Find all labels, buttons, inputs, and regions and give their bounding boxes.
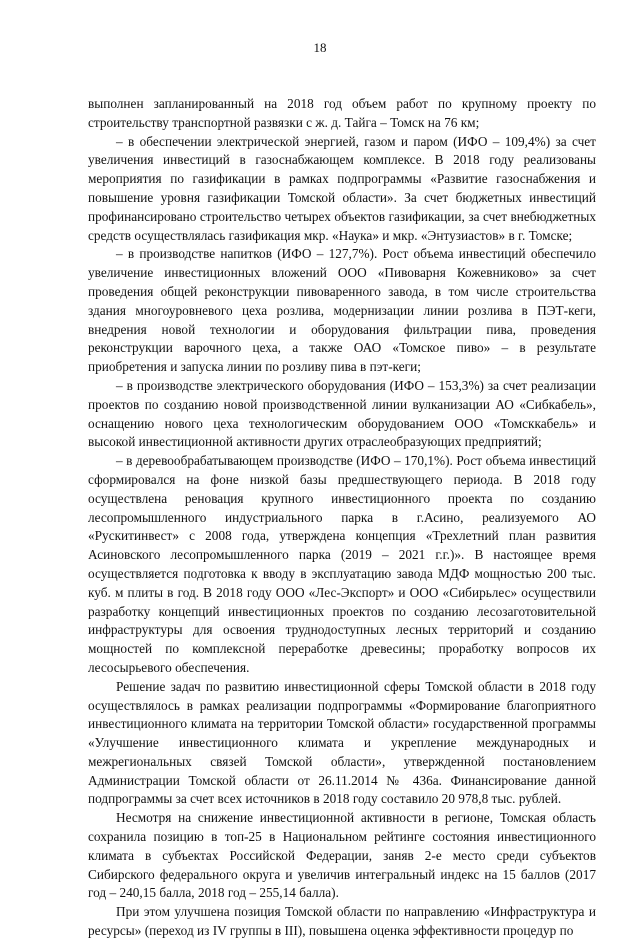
paragraph-electrical-equipment: – в производстве электрического оборудования (ИФО – 153,3%) за счет реализации проектов по созданию новой производственной линии вулканизации АО «Сибкабель», оснащению нового цеха технологическим оборудованием ООО «Томсккабель» и высокой инвестиционной активности других отраслеобразующих предприятий; [88, 377, 596, 450]
page-number: 18 [313, 40, 327, 55]
paragraph-national-rating: Несмотря на снижение инвестиционной активности в регионе, Томская область сохранила позицию в топ-25 в Национальном рейтинге состояния инвестиционного климата в субъектах Российской Федерации, заняв 2-е место среди субъектов Сибирского федерального округа и увеличив интегральный индекс на 15 баллов (2017 год – 240,15 балла, 2018 год – 255,14 балла). [88, 810, 596, 901]
paragraph-infrastructure: При этом улучшена позиция Томской области по направлению «Инфраструктура и ресурсы» (переход из IV группы в III), повышена оценка эффективности процедур по [88, 904, 596, 939]
paragraph-energy-gas: – в обеспечении электрической энергией, газом и паром (ИФО – 109,4%) за счет увеличения инвестиций в газоснабжающем комплексе. В 2018 году реализованы мероприятия по газификации в рамках подпрограммы «Развитие газоснабжения и повышение уровня газификации Томской области». За счет бюджетных инвестиций профинансировано строительство четырех объектов газификации, за счет внебюджетных средств осуществлялась газификация мкр. «Наука» и мкр. «Энтузиастов» в г. Томске; [88, 133, 596, 243]
paragraph-transport-continuation: выполнен запланированный на 2018 год объем работ по крупному проекту по строительству транспортной развязки с ж. д. Тайга – Томск на 76 км; [88, 96, 596, 130]
paragraph-investment-subprogram: Решение задач по развитию инвестиционной сферы Томской области в 2018 году осуществлялось в рамках реализации подпрограммы «Формирование благоприятного инвестиционного климата на территории Томской области» государственной программы «Улучшение инвестиционного климата и укрепление международных и межрегиональных связей Томской области», утвержденной постановлением Администрации Томской области от 26.11.2014 № 436а. Финансирование данной подпрограммы за счет всех источников в 2018 году составило 20 978,8 тыс. рублей. [88, 678, 596, 807]
paragraph-beverages: – в производстве напитков (ИФО – 127,7%). Рост объема инвестиций обеспечило увеличение инвестиционных вложений ООО «Пивоварня Кожевниково» за счет проведения общей реконструкции пивоваренного завода, в том числе строительства здания многоуровневого цеха розлива, модернизации линии розлива в ПЭТ-кеги, внедрения новой технологии и оборудования фильтрации пива, проведения реконструкции варочного цеха, а также ОАО «Томское пиво» – в результате приобретения и запуска линии по розливу пива в пэт-кеги; [88, 246, 596, 375]
page-body [88, 95, 596, 941]
paragraph-woodworking: – в деревообрабатывающем производстве (ИФО – 170,1%). Рост объема инвестиций сформировался на фоне низкой базы предшествующего периода. В 2018 году осуществлена реновация крупного инвестиционного проекта по созданию лесопромышленного индустриального парка в г.Асино, реализуемого АО «Рускитинвест» с 2008 года, утверждена концепция «Трехлетний план развития Асиновского лесопромышленного парка (2019 – 2021 г.г.)». В настоящее время осуществляется подготовка к вводу в эксплуатацию завода МДФ мощностью 200 тыс. куб. м плиты в год. В 2018 году ООО «Лес-Экспорт» и ООО «Сибирьлес» осуществили разработку концепций инвестиционных проектов по созданию лесозаготовительной инфраструктуры для освоения труднодоступных лесных территорий и созданию мощностей по комплексной переработке древесины; проработку вопросов их лесосырьевого обеспечения. [88, 453, 596, 675]
